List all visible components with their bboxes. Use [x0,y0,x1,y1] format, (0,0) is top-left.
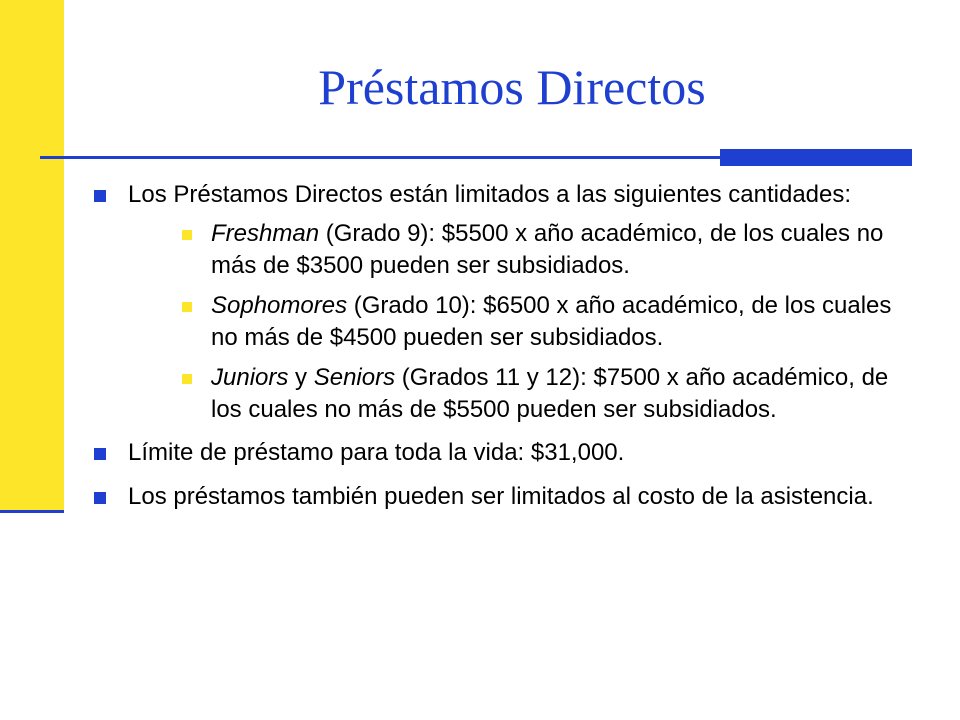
decorative-yellow-bar-underline [0,510,64,513]
class-level-term: Sophomores [211,292,348,319]
square-bullet-icon [182,302,192,312]
slide-title: Préstamos Directos [318,59,706,115]
sub-bullet-text: (Grado 9): $5500 x año académico, de los cuales no más de $3500 pueden ser subsidiados. [211,220,884,279]
square-bullet-icon [182,374,192,384]
class-level-term: Seniors [313,364,396,391]
square-bullet-icon [94,492,106,504]
class-level-term: Juniors [211,364,289,391]
title-divider-block [720,149,912,166]
title-divider-line [40,156,722,159]
bullet-item [88,436,908,470]
square-bullet-icon [182,230,192,240]
sub-bullet-item [172,218,908,282]
sub-bullet-text: (Grado 10): $6500 x año académico, de los cuales no más de $4500 pueden ser subsidiados. [211,292,892,351]
bullet-text: Los préstamos también pueden ser limitados al costo de la asistencia. [128,483,874,510]
sub-bullet-list [172,218,908,426]
bullet-item [88,480,908,514]
decorative-yellow-bar [0,0,64,510]
bullet-text: Los Préstamos Directos están limitados a las siguientes cantidades: [128,181,852,208]
square-bullet-icon [94,448,106,460]
slide-body [88,178,908,524]
sub-bullet-connector: y [288,364,314,391]
sub-bullet-item [172,290,908,354]
square-bullet-icon [94,190,106,202]
bullet-text: Límite de préstamo para toda la vida: $31,000. [128,439,625,466]
bullet-item [88,178,908,426]
class-level-term: Freshman [211,220,320,247]
sub-bullet-text: (Grados 11 y 12): $7500 x año académico, de los cuales no más de $5500 pueden ser subsidiados. [211,364,889,423]
sub-bullet-item [172,362,908,426]
